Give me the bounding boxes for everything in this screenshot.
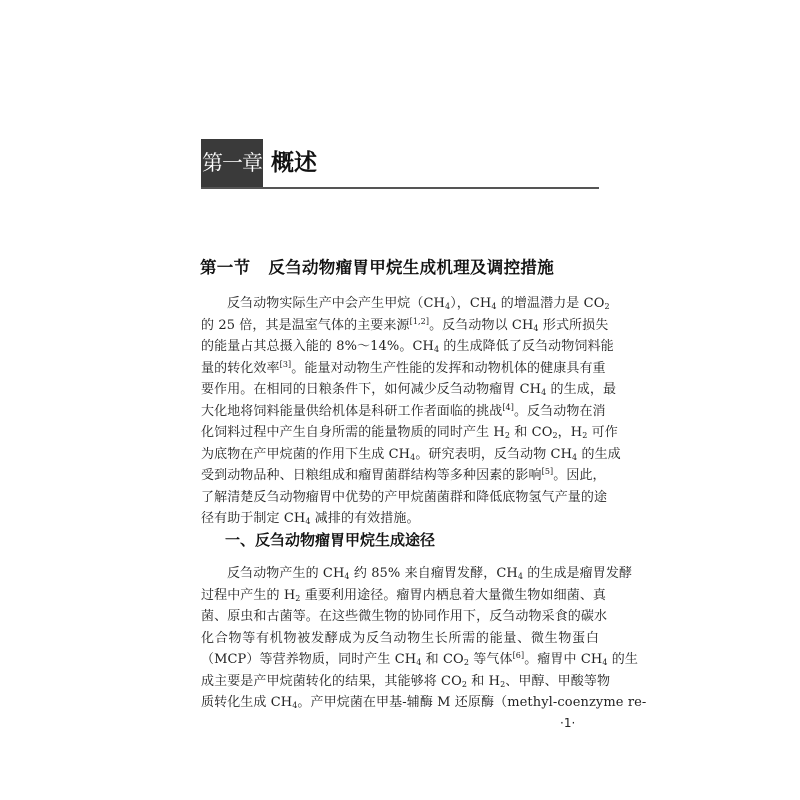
paragraph-1 — [201, 293, 621, 530]
text-run: ），CH — [450, 296, 492, 311]
text-line — [201, 336, 614, 358]
chapter-heading — [201, 139, 599, 187]
text-run: 成主要是产甲烷菌转化的结果，其能够将 CO — [201, 673, 462, 689]
text-run: 径有助于制定 CH — [201, 511, 306, 526]
text-run: 反刍动物实际生产中会产生甲烷（CH — [227, 296, 445, 311]
text-run: 。因此， — [553, 468, 606, 483]
text-line — [201, 422, 618, 444]
subscript: 4 — [491, 302, 497, 311]
text-line — [201, 487, 608, 509]
subscript: 4 — [433, 345, 440, 354]
text-run: 重要利用途径。瘤胃内栖息着大量微生物如细菌、真 — [300, 587, 607, 603]
text-run: 。瘤胃中 CH — [524, 652, 603, 667]
subscript: 2 — [461, 679, 468, 689]
text-run: 的生成是瘤胃发酵 — [523, 566, 633, 581]
text-line — [201, 563, 633, 585]
text-run: 量的转化效率 — [201, 360, 280, 376]
page-number: ·1· — [560, 716, 576, 730]
citation: [4] — [502, 402, 514, 412]
text-run: 的生 — [607, 652, 638, 667]
subscript: 2 — [500, 679, 506, 689]
text-run: 。研究表明，反刍动物 CH — [415, 446, 573, 462]
citation: [5] — [541, 467, 554, 476]
text-run: 过程中产生的 H — [201, 587, 296, 603]
subscript: 4 — [602, 658, 608, 667]
text-run: 化饲料过程中产生自身所需的能量物质的同时产生 H — [201, 425, 505, 440]
subscript: 2 — [295, 593, 301, 603]
text-line — [201, 692, 647, 714]
subscript: 4 — [533, 323, 539, 333]
text-run: 为底物在产甲烷菌的作用下生成 CH — [201, 446, 411, 462]
text-run: 的能量占其总摄入能的 8%～14%。CH — [201, 339, 434, 354]
text-run: （MCP）等营养物质，同时产生 CH — [201, 652, 417, 667]
text-run: 质转化生成 CH — [201, 695, 293, 710]
text-line — [201, 585, 607, 607]
subscript: 2 — [504, 431, 511, 440]
text-run: 约 85% 来自瘤胃发酵，CH — [349, 566, 518, 581]
subscript: 4 — [444, 302, 451, 311]
text-run: 受到动物品种、日粮组成和瘤胃菌群结构等多种因素的影响 — [201, 468, 542, 483]
subscript: 2 — [552, 431, 558, 440]
text-line — [201, 315, 609, 337]
text-run: 等气体 — [469, 652, 513, 667]
text-run: 可作 — [587, 425, 618, 440]
text-run: 大化地将饲料能量供给机体是科研工作者面临的挑战 — [201, 403, 503, 419]
paragraph-2 — [201, 563, 647, 714]
citation: [6] — [512, 651, 525, 660]
text-line — [201, 649, 638, 671]
text-line — [201, 358, 606, 380]
text-run: 减排的有效措施。 — [310, 511, 420, 526]
section-heading — [200, 254, 600, 278]
text-run: 和 H — [467, 673, 501, 689]
section-title: 反刍动物瘤胃甲烷生成机理及调控措施 — [268, 258, 555, 277]
text-run: 的生成，最 — [546, 382, 617, 397]
text-run: ，H — [557, 425, 583, 440]
text-run: 反刍动物产生的 CH — [227, 566, 345, 581]
text-run: 化合物等有机物被发酵成为反刍动物生长所需的能量、微生物蛋白 — [201, 630, 599, 646]
text-run: 。反刍动物以 CH — [429, 317, 534, 333]
subscript: 4 — [410, 452, 416, 462]
subscript: 4 — [305, 517, 311, 526]
citation: [3] — [279, 359, 292, 369]
subscript: 4 — [292, 701, 298, 710]
text-run: 形式所损失 — [538, 317, 609, 333]
text-run: 和 CO — [510, 425, 553, 440]
text-run: 的增温潜力是 CO — [496, 296, 605, 311]
section-number: 第一节 — [200, 258, 251, 277]
text-run: 。反刍动物在消 — [513, 403, 606, 419]
subscript: 4 — [572, 452, 578, 462]
subscript: 4 — [344, 572, 350, 581]
text-run: 、甲醇、甲酸等物 — [505, 673, 611, 689]
text-line — [201, 606, 608, 628]
text-run: 的 25 倍，其是温室气体的主要来源 — [201, 317, 410, 333]
subscript: 4 — [416, 658, 422, 667]
text-line — [201, 671, 611, 693]
text-run: 。能量对动物生产性能的发挥和动物机体的健康具有重 — [291, 360, 606, 376]
subscript: 2 — [463, 658, 470, 667]
citation: [1,2] — [409, 316, 430, 326]
chapter-rule — [201, 187, 599, 189]
text-run: 的生成降低了反刍动物饲料能 — [439, 339, 614, 354]
text-line — [201, 628, 599, 650]
chapter-title: 概述 — [271, 150, 317, 176]
text-line — [201, 444, 621, 466]
text-line — [201, 401, 606, 423]
subscript: 4 — [541, 388, 547, 397]
text-run: 的生成 — [577, 446, 621, 462]
text-run: 菌、原虫和古菌等。在这些微生物的协同作用下，反刍动物采食的碳水 — [201, 609, 608, 624]
text-run: 和 CO — [421, 652, 464, 667]
subscript: 4 — [517, 572, 524, 581]
text-run: 了解清楚反刍动物瘤胃中优势的产甲烷菌菌群和降低底物氢气产量的途 — [201, 489, 608, 505]
subscript: 2 — [604, 302, 610, 311]
text-line — [201, 508, 599, 530]
text-line — [201, 293, 610, 315]
subscript: 2 — [582, 431, 588, 440]
text-run: 要作用。在相同的日粮条件下，如何减少反刍动物瘤胃 CH — [201, 382, 542, 397]
text-run: 。产甲烷菌在甲基-辅酶 M 还原酶（methyl-coenzyme re- — [297, 695, 647, 710]
chapter-number: 第一章 — [201, 139, 263, 187]
text-line — [201, 379, 617, 401]
subsection-title: 一、反刍动物瘤胃甲烷生成途径 — [225, 531, 436, 549]
text-line — [201, 465, 606, 487]
